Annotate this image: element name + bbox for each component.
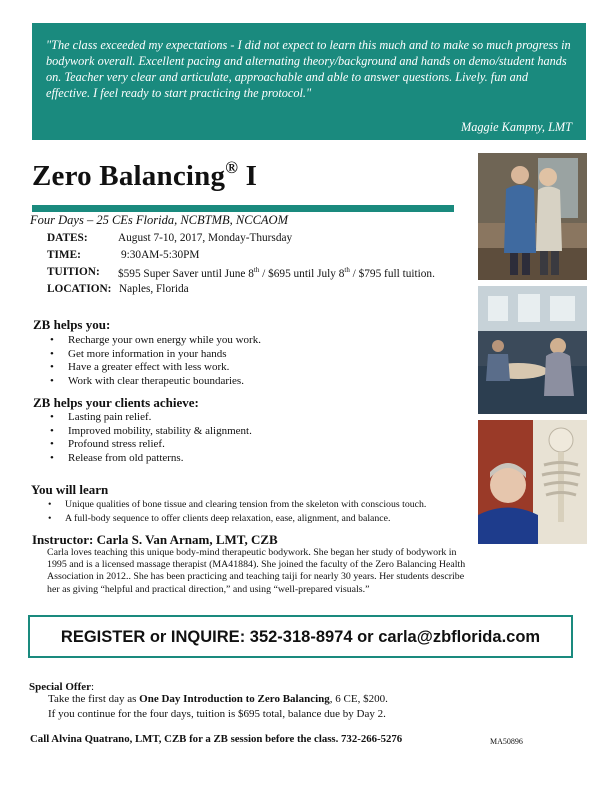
ordinal-suffix: th: [253, 266, 260, 274]
list-item: • Recharge your own energy while you work.: [50, 334, 261, 348]
tuition-regular: / $695 until July 8: [262, 267, 345, 280]
title-numeral: I: [245, 160, 258, 192]
special-offer-heading: [29, 681, 94, 693]
learn-heading: You will learn: [31, 482, 109, 497]
registered-mark: ®: [225, 158, 239, 177]
list-item: • Improved mobility, stability & alignment.: [50, 425, 252, 439]
helps-clients-list: [50, 411, 252, 465]
helps-clients-heading: ZB helps your clients achieve:: [33, 395, 199, 410]
register-box: [28, 615, 573, 658]
time-value: 9:30AM-5:30PM: [121, 249, 200, 261]
testimonial-box: [32, 23, 586, 140]
special-offer-title: Special Offer: [29, 681, 92, 693]
helps-you-list: [50, 334, 261, 388]
photo-class-session: [478, 286, 587, 414]
photo-class-session-image: [478, 286, 587, 414]
title-main: Zero Balancing: [32, 160, 226, 192]
time-label: TIME:: [47, 249, 81, 261]
list-item: • Unique qualities of bone tissue and clearing tension from the skeleton with conscious touch.: [48, 498, 426, 512]
special-offer-colon: :: [91, 681, 95, 693]
instructor-bio: Carla loves teaching this unique body-mind therapeutic bodywork. She began her study of bodywork in 1995 and is a licensed massage therapist (MA41884). She joined the faculty of the Zero Balancing Health Association in 2012.. She has been practicing and teaching taiji for nearly 30 years. Her students describe her as giving “helpful and practical direction,” and using “well-prepared visuals.”: [47, 547, 466, 595]
tuition-label: TUITION:: [47, 266, 100, 278]
list-item: • Work with clear therapeutic boundaries.: [50, 375, 261, 389]
footer-call: Call Alvina Quatrano, LMT, CZB for a ZB session before the class. 732-266-5276: [30, 733, 403, 745]
list-item: • Get more information in your hands: [50, 348, 261, 362]
ordinal-suffix: th: [344, 266, 350, 274]
tuition-value: [118, 266, 435, 280]
special-offer-line-2: If you continue for the four days, tuition is $695 total, balance due by Day 2.: [48, 708, 386, 720]
dates-value: August 7-10, 2017, Monday-Thursday: [118, 232, 293, 244]
offer-line1-pre: Take the first day as: [48, 693, 140, 705]
tuition-super-saver: $595 Super Saver until June 8: [118, 267, 254, 280]
photo-two-women-image: [478, 153, 587, 280]
list-item: • A full-body sequence to offer clients deep relaxation, ease, alignment, and balance.: [48, 512, 426, 526]
testimonial-text: "The class exceeded my expectations - I did not expect to learn this much and to make so much progress in bodywork overall. Excellent pacing and alternating theory/background and hands on demo/student hands on. Teacher very clear and articulate, approachable and able to answer questions. Lively. fun and effective. I feel ready to start practicing the protocol.": [46, 38, 571, 100]
footer-license-code: MA50896: [490, 737, 523, 746]
page-title: [32, 160, 257, 193]
list-item: • Release from old patterns.: [50, 452, 252, 466]
instructor-heading: Instructor: Carla S. Van Arnam, LMT, CZB: [32, 532, 278, 547]
helps-you-heading: ZB helps you:: [33, 317, 111, 332]
tuition-full: / $795 full tuition.: [352, 267, 435, 280]
dates-label: DATES:: [47, 232, 88, 244]
testimonial-author: Maggie Kampny, LMT: [460, 120, 572, 134]
location-label: LOCATION:: [47, 283, 112, 295]
list-item: • Profound stress relief.: [50, 438, 252, 452]
learn-list: [48, 498, 426, 526]
list-item: • Have a greater effect with less work.: [50, 361, 261, 375]
course-subtitle: Four Days – 25 CEs Florida, NCBTMB, NCCAOM: [30, 213, 288, 227]
special-offer-line-1: [48, 693, 388, 705]
list-item: • Lasting pain relief.: [50, 411, 252, 425]
photo-instructor-image: [478, 420, 587, 544]
offer-line1-post: , 6 CE, $200.: [329, 693, 388, 705]
photo-instructor-skeleton: [478, 420, 587, 544]
register-contact[interactable]: REGISTER or INQUIRE: 352-318-8974 or carla@zbflorida.com: [60, 628, 541, 646]
offer-line1-bold: One Day Introduction to Zero Balancing: [139, 693, 330, 705]
title-divider: [32, 205, 454, 212]
photo-two-women: [478, 153, 587, 280]
location-value: Naples, Florida: [119, 283, 189, 295]
